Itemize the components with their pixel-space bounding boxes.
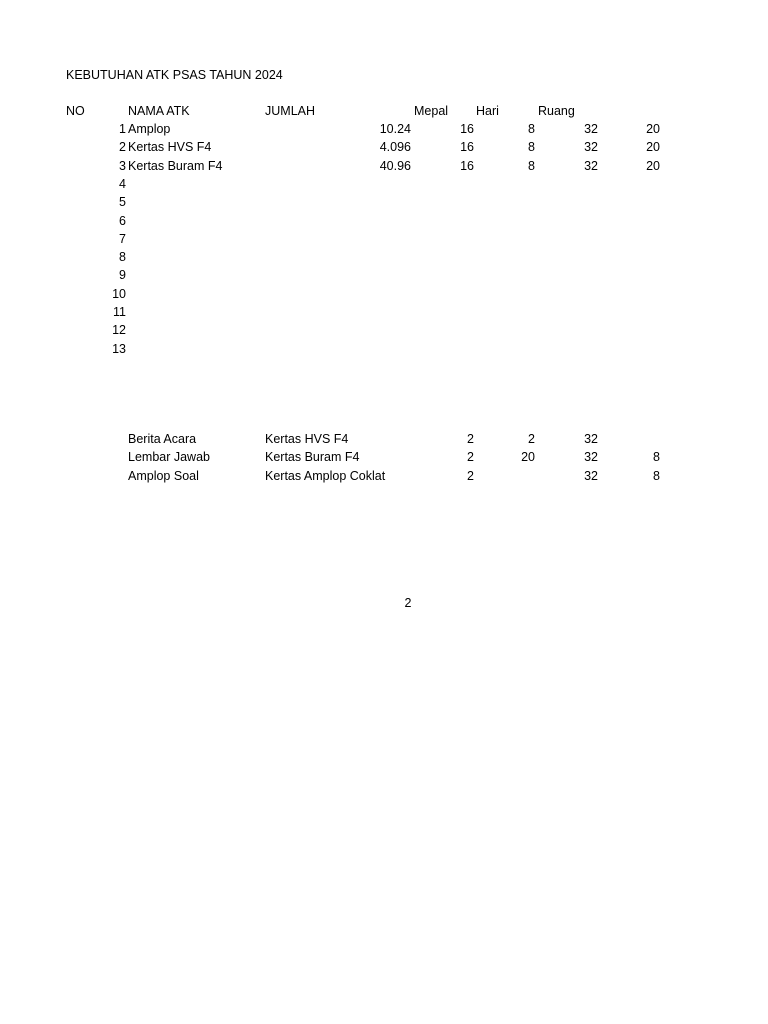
cell-c2 (485, 341, 535, 357)
cell-c4 (610, 249, 660, 265)
detail-cell-c1: 2 (467, 450, 474, 465)
detail-cell-c1: 2 (467, 432, 474, 446)
detail-cell-c4: 8 (653, 450, 660, 465)
cell-c4 (610, 213, 660, 229)
cell-nama: Kertas HVS F4 (128, 140, 212, 155)
cell-nama (128, 176, 258, 192)
cell-c2: 8 (528, 158, 535, 173)
cell-c1 (424, 194, 474, 210)
cell-c3 (548, 231, 598, 247)
cell-no: 5 (119, 195, 126, 210)
cell-c1 (424, 286, 474, 302)
header-mepal: Mepal (414, 104, 449, 118)
header-nama-atk: NAMA ATK (128, 104, 190, 118)
cell-c3 (548, 213, 598, 229)
cell-c1 (424, 304, 474, 320)
cell-nama (128, 231, 258, 247)
cell-jumlah: 40.96 (379, 158, 411, 173)
cell-c2: 8 (528, 122, 535, 136)
cell-nama: Amplop (128, 122, 171, 136)
cell-no: 13 (112, 341, 126, 356)
detail-cell-c4: 8 (653, 468, 660, 483)
cell-c2 (485, 304, 535, 320)
cell-c1 (424, 213, 474, 229)
cell-jumlah (331, 304, 411, 320)
cell-c3 (548, 341, 598, 357)
detail-cell-label: Amplop Soal (128, 468, 199, 483)
cell-c3: 32 (584, 122, 598, 136)
cell-c4 (610, 267, 660, 283)
cell-c4 (610, 286, 660, 302)
header-no: NO (66, 104, 85, 118)
cell-jumlah (331, 176, 411, 192)
header-ruang: Ruang (538, 104, 575, 118)
cell-jumlah (331, 341, 411, 357)
cell-no: 10 (112, 286, 126, 301)
cell-c1 (424, 249, 474, 265)
cell-jumlah: 4.096 (379, 140, 411, 155)
detail-cell-c1: 2 (467, 468, 474, 483)
cell-jumlah (331, 322, 411, 338)
cell-c4: 20 (646, 122, 660, 136)
cell-c3: 32 (584, 158, 598, 173)
cell-c1 (424, 341, 474, 357)
cell-c1 (424, 322, 474, 338)
cell-jumlah (331, 249, 411, 265)
cell-no: 6 (119, 213, 126, 228)
cell-nama (128, 304, 258, 320)
title: KEBUTUHAN ATK PSAS TAHUN 2024 (66, 68, 283, 82)
detail-cell-c2: 2 (528, 432, 535, 446)
cell-no: 4 (119, 176, 126, 191)
cell-jumlah (331, 213, 411, 229)
cell-nama (128, 213, 258, 229)
cell-c2 (485, 286, 535, 302)
cell-c3 (548, 267, 598, 283)
detail-cell-item: Kertas HVS F4 (265, 432, 349, 446)
cell-c2: 8 (528, 140, 535, 155)
cell-c1: 16 (460, 140, 474, 155)
cell-c1 (424, 176, 474, 192)
cell-c3 (548, 194, 598, 210)
cell-c3 (548, 304, 598, 320)
cell-jumlah (331, 231, 411, 247)
detail-cell-label: Lembar Jawab (128, 450, 210, 465)
cell-c1 (424, 267, 474, 283)
cell-jumlah (331, 267, 411, 283)
cell-c2 (485, 231, 535, 247)
cell-c4: 20 (646, 140, 660, 155)
cell-c4: 20 (646, 158, 660, 173)
detail-cell-item: Kertas Amplop Coklat (265, 468, 386, 483)
detail-cell-label: Berita Acara (128, 432, 197, 446)
cell-no: 1 (119, 122, 126, 136)
cell-nama (128, 249, 258, 265)
cell-c1: 16 (460, 158, 474, 173)
cell-c2 (485, 322, 535, 338)
cell-c3 (548, 176, 598, 192)
detail-cell-c2 (485, 468, 535, 484)
cell-c4 (610, 176, 660, 192)
cell-no: 8 (119, 250, 126, 265)
header-jumlah: JUMLAH (265, 104, 316, 118)
cell-no: 3 (119, 158, 126, 173)
cell-c2 (485, 267, 535, 283)
cell-nama (128, 286, 258, 302)
cell-c3 (548, 286, 598, 302)
cell-nama: Kertas Buram F4 (128, 158, 223, 173)
detail-cell-c2: 20 (521, 450, 535, 465)
page-number: 2 (404, 596, 412, 610)
detail-cell-c3: 32 (584, 450, 598, 465)
cell-c4 (610, 322, 660, 338)
cell-nama (128, 267, 258, 283)
cell-nama (128, 194, 258, 210)
cell-c2 (485, 213, 535, 229)
cell-no: 12 (112, 323, 126, 338)
cell-c2 (485, 249, 535, 265)
cell-no: 7 (119, 231, 126, 246)
detail-cell-item: Kertas Buram F4 (265, 450, 360, 465)
cell-jumlah (331, 194, 411, 210)
cell-c4 (610, 231, 660, 247)
header-hari: Hari (476, 104, 499, 118)
cell-c4 (610, 304, 660, 320)
cell-jumlah: 10.24 (379, 122, 411, 136)
cell-c2 (485, 176, 535, 192)
detail-cell-c4 (610, 431, 660, 447)
cell-no: 9 (119, 268, 126, 283)
cell-c1: 16 (460, 122, 474, 136)
cell-nama (128, 341, 258, 357)
cell-no: 2 (119, 140, 126, 155)
cell-c3 (548, 322, 598, 338)
cell-c1 (424, 231, 474, 247)
detail-cell-c3: 32 (584, 432, 598, 446)
cell-nama (128, 322, 258, 338)
cell-c4 (610, 341, 660, 357)
cell-no: 11 (113, 305, 126, 319)
cell-jumlah (331, 286, 411, 302)
cell-c3 (548, 249, 598, 265)
cell-c4 (610, 194, 660, 210)
detail-cell-c3: 32 (584, 468, 598, 483)
cell-c3: 32 (584, 140, 598, 155)
cell-c2 (485, 194, 535, 210)
